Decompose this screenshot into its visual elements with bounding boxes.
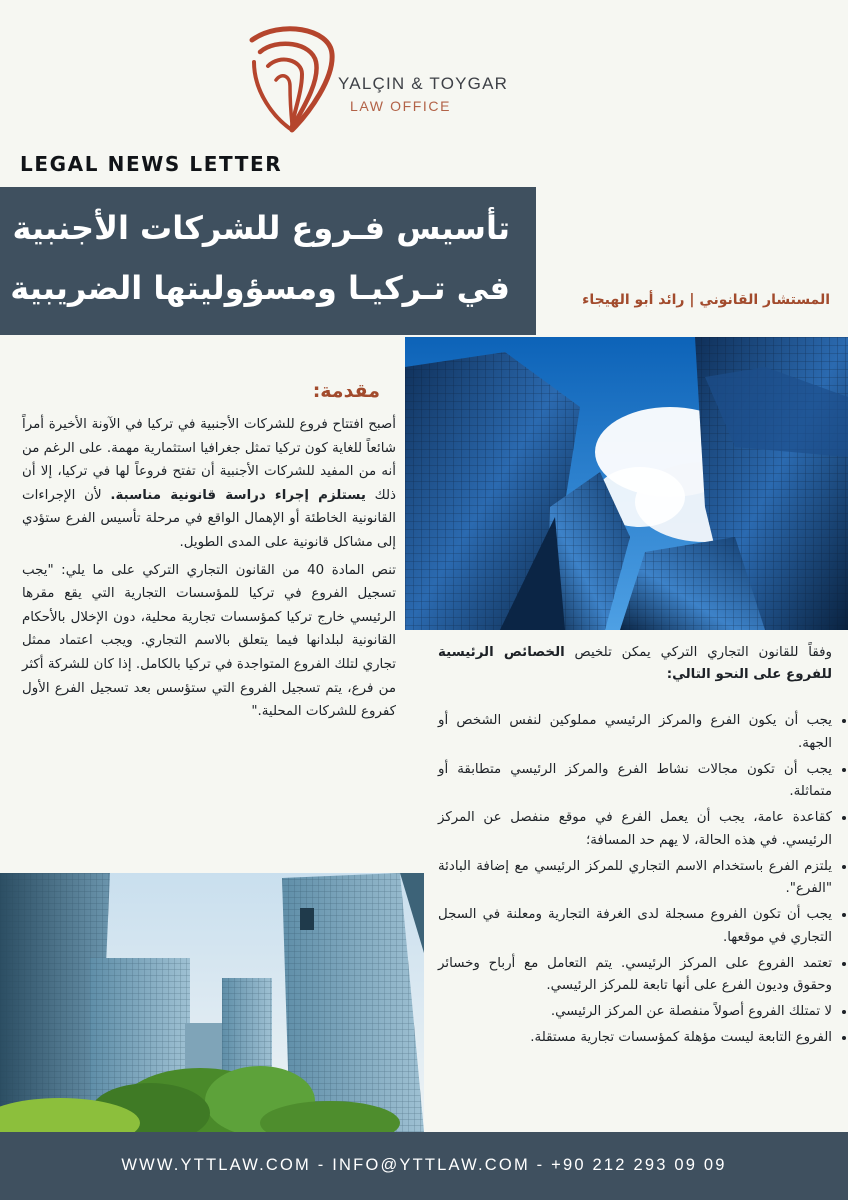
intro-body <box>22 413 396 724</box>
firm-logo-mark-icon <box>246 22 336 134</box>
features-intro-emphasis: الخصائص الرئيسية للفروع على النحو التالي: <box>438 645 832 682</box>
features-intro-text: وفقاً للقانون التجاري التركي يمكن تلخيص <box>564 645 832 660</box>
feature-item: • كقاعدة عامة، يجب أن يعمل الفرع في موقع منفصل عن المركز الرئيسي. في هذه الحالة، لا يهم حد المسافة؛ <box>438 807 832 852</box>
title-banner <box>0 187 536 335</box>
firm-name: YALÇIN & TOYGAR <box>338 74 509 93</box>
feature-item: • يجب أن تكون الفروع مسجلة لدى الغرفة التجارية ومعلنة في السجل التجاري في موقعها. <box>438 904 832 949</box>
author-line: المستشار القانوني | رائد أبو الهيجاء <box>582 292 830 308</box>
city-towers-illustration <box>0 873 424 1132</box>
footer-bar <box>0 1132 848 1200</box>
intro-paragraph-2: تنص المادة 40 من القانون التجاري التركي على ما يلي: "يجب تسجيل الفروع في تركيا للمؤسسات التجارية التي يقع مقرها الرئيسي خارج تركيا كمؤسسات تجارية محلية، دون الإخلال بالأحكام القانونية لبلدانها فيما يتعلق بالاسم التجاري. ويجب اعتماد ممثل تجاري لتلك الفروع المتواجدة في تركيا بالكامل. إذا كان للشركة أكثر من فرع، يتم تسجيل الفروع التي ستؤسس بعد تسجيل الفرع الأول كفروع للشركات المحلية." <box>22 562 396 720</box>
feature-item: • لا تمتلك الفروع أصولاً منفصلة عن المركز الرئيسي. <box>438 1001 832 1024</box>
title-line-1: تأسيس فـروع للشركات الأجنبية <box>12 209 510 247</box>
intro-p1-emphasis: يستلزم إجراء دراسة قانونية مناسبة. <box>110 487 366 503</box>
skyscrapers-photo-top <box>405 337 848 630</box>
feature-item: • يجب أن يكون الفرع والمركز الرئيسي مملوكين لنفس الشخص أو الجهة. <box>438 710 832 755</box>
feature-item: • يلتزم الفرع باستخدام الاسم التجاري للمركز الرئيسي مع إضافة البادئة "الفرع". <box>438 856 832 901</box>
intro-heading: مقدمة: <box>312 380 380 402</box>
title-line-2: في تـركيـا ومسؤوليتها الضريبية <box>10 269 510 307</box>
intro-p1-text-a: أصبح افتتاح فروع للشركات الأجنبية في تركيا في الآونة الأخيرة أمراً شائعاً للغاية كون تركيا تمثل جغرافيا استثمارية مهمة. على الرغم من أنه من المفيد للشركات الأجنبية أن تفتح فروعاً لها في تركيا، إلا أن ذلك <box>22 417 396 503</box>
skyscrapers-illustration <box>405 337 848 630</box>
intro-paragraph-1 <box>22 413 396 555</box>
newsletter-label: LEGAL NEWS LETTER <box>20 152 283 176</box>
footer-contact: WWW.YTTLAW.COM - INFO@YTTLAW.COM - +90 212 293 09 09 <box>121 1156 727 1174</box>
firm-subtitle: LAW OFFICE <box>350 98 452 114</box>
intro-p1-text-b: لأن الإجراءات القانونية الخاطئة أو الإهمال الواقع في مرحلة تأسيس الفرع ستؤدي إلى مشاكل قانونية على المدى الطويل. <box>22 487 396 550</box>
firm-logo <box>246 22 546 134</box>
feature-item: • الفروع التابعة ليست مؤهلة كمؤسسات تجارية مستقلة. <box>438 1027 832 1050</box>
feature-item: • يجب أن تكون مجالات نشاط الفرع والمركز الرئيسي متطابقة أو متماثلة. <box>438 759 832 804</box>
features-intro <box>438 642 832 686</box>
feature-item: • تعتمد الفروع على المركز الرئيسي. يتم التعامل مع أرباح وخسائر وحقوق وديون الفرع على أنها تابعة للمركز الرئيسي. <box>438 953 832 998</box>
features-list <box>438 710 848 1053</box>
skyscrapers-photo-bottom <box>0 873 424 1132</box>
